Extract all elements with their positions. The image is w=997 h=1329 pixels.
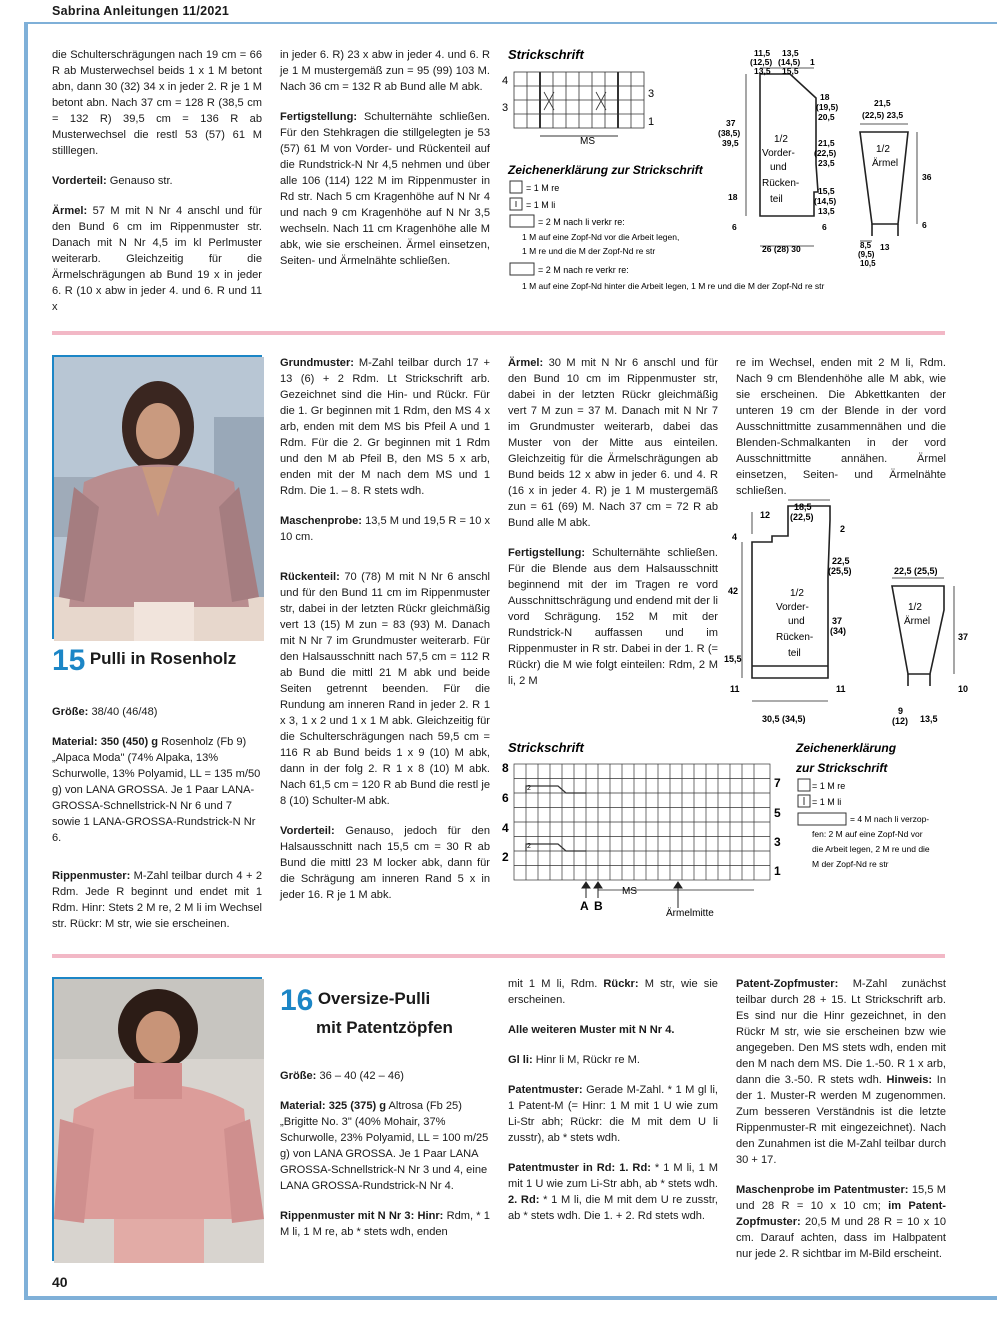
dim-label: 13,5 bbox=[818, 206, 835, 216]
legend-item: fen: 2 M auf eine Zopf-Nd vor bbox=[812, 829, 923, 839]
sleeve-label: 1/2 bbox=[908, 602, 922, 613]
row-label: 3 bbox=[502, 102, 509, 114]
legend-item: die Arbeit legen, 2 M re und die bbox=[812, 844, 930, 854]
legend-symbol bbox=[510, 215, 534, 227]
dim-label: 10,5 bbox=[860, 259, 876, 268]
dim-label: (14,5) bbox=[778, 57, 801, 67]
legend-item: = 4 M nach li verzop- bbox=[850, 814, 930, 824]
legend-symbol bbox=[798, 779, 810, 791]
paragraph: Grundmuster: M-Zahl teilbar durch 17 + 13 (6) + 2 Rdm. Lt Strickschrift arb. Gezeichnet sind die Hin- und Rückr. Für die 1. Gr beginnen mit 1 Rdm, den MS 4 x arb, enden mit dem MS bis Pfeil A und 1 Rdm. Für die 2. Gr beginnen mit 1 Rdm und den M ab Pfeil B, den MS 5 x arb, enden mit der M nach dem MS und 1 Rdm. Die 1. – 8. R stets wdh. bbox=[280, 357, 490, 497]
dim-label: (9,5) bbox=[858, 250, 875, 259]
paragraph: Material: 350 (450) g Rosenholz (Fb 9) „Alpaca Moda" (74% Alpaka, 13% Schurwolle, 13% Polyamid, LL = 135 m/50 g) von LANA GROSSA. Je 1 Paar LANA-GROSSA-Schnellstrick-N Nr 6 und 7 sowie 1 LANA-GROSSA-Rundstrick-N Nr 6. bbox=[52, 736, 261, 844]
top-column-2 bbox=[280, 47, 490, 283]
sleeve-outline bbox=[892, 586, 944, 686]
dim-label: 39,5 bbox=[722, 138, 739, 148]
cable-mark: 2 bbox=[527, 785, 531, 792]
paragraph: die Schulterschrägungen nach 19 cm = 66 R ab Musterwechsel beids 1 x 1 M betont abn, dann 30 (32) 34 x in jeder 2. R je 1 M betont abn. Nach 37 cm = 128 R (38,5 cm = 132 R) 39,5 cm = 136 R ab Musterwechsel die restl 53 (57) 61 M stilllegen. bbox=[52, 49, 262, 157]
paragraph: Patent-Zopfmuster: M-Zahl zunächst teilbar durch 28 + 15. Lt Strickschrift arb. Es sind nur die Hinr gezeichnet, in den Rückr M str, wie sie erscheinen bzw wie angegeben. Den MS stets wdh, enden mit den M nach dem MS. Die 1.-50. R 1 x arb, dann die 3.-50. R stets wdh. Hinweis: In der 1. Muster-R werden M zugenommen. Zum besseren Verständnis ist die letzte Rippenmuster-R mit eingezeichnet). Nach den Zunahmen ist die M-Zahl teilbar durch 30 + 17. bbox=[736, 978, 947, 1166]
dim-label: 6 bbox=[822, 222, 827, 232]
p15-stitch-chart bbox=[500, 736, 790, 922]
dim-label: (34) bbox=[830, 626, 847, 636]
paragraph: Material: 325 (375) g Altrosa (Fb 25) „Brigitte No. 3" (40% Mohair, 37% Schurwolle, 23% Polyamid, LL = 100 m/25 g) von LANA GROSSA. Je 1 Paar LANA GROSSA-Schnellstrick-N Nr 3 und 4, eine LANA GROSSA-Rundstrick-N Nr 4. bbox=[280, 1100, 489, 1192]
chart-arrows bbox=[582, 882, 754, 908]
dim-label: 37 bbox=[832, 616, 843, 626]
arrow-label: A bbox=[580, 899, 589, 913]
paragraph: Ärmel: 30 M mit N Nr 6 anschl und für den Bund 10 cm im Rippenmuster str, dabei in der letzten Rückr gleichmäßig vert 7 M zun = 37 M. Danach mit N Nr 7 im Grundmuster weiterarb, dabei das Muster von der Mitte aus einteilen. Gleichzeitig für die Ärmelschrägungen ab Bund beids 12 x abw in jeder 6. und 4. R (16 x in jeder 4. R) je 1 M mustergemäß zun = 61 (69) M. Nach 37 cm = 72 R ab Bund alle M abk. bbox=[508, 357, 718, 529]
paragraph: Größe: 36 – 40 (42 – 46) bbox=[280, 1070, 404, 1082]
legend-title: zur Strickschrift bbox=[796, 761, 888, 775]
paragraph: Rückenteil: 70 (78) M mit N Nr 6 anschl und für den Bund 11 cm im Rippenmuster str, dabei in der letzten Rückr gleichmäßig vert 13 (15) M zun = 83 (93) M. Danach mit N Nr 7 im Grundmuster weiterarb. Für den Halsausschnitt nach 57,5 cm = 112 R ab Bund die mittl 21 M abk und beide Seiten getrennt beenden. Für die Rundung am inneren Rand in jeder 2. R 1 x 3, 1 x 2 und 1 x 1 M abk. Gleichzeitig für die Schulterschrägungen nach 59,5 cm = 116 R ab Bund beids 1 x 9 (10) M abk, dann in der folg 2. R 1 x 8 (10) M abk. Nach 61,5 cm = 120 R ab Bund die restl je 8 (10) Schulter-M abk. bbox=[280, 571, 490, 807]
dim-label: 36 bbox=[922, 172, 932, 182]
row-label: 6 bbox=[502, 791, 509, 805]
row-label: 4 bbox=[502, 75, 509, 87]
paragraph: Maschenprobe im Patentmuster: 15,5 M und 28 R = 10 x 10 cm; im Patent-Zopfmuster: 20,5 M und 28 R = 10 x 10 cm. Darauf achten, dass im Halbpatent nur jede 2. R sichtbar im M-Bild erscheint. bbox=[736, 1184, 946, 1260]
dim-label: 21,5 bbox=[818, 138, 835, 148]
dim-label: (25,5) bbox=[828, 566, 852, 576]
legend-symbol bbox=[798, 813, 846, 825]
dim-label: (19,5) bbox=[816, 102, 839, 112]
legend-symbol bbox=[510, 263, 534, 275]
dim-label: 37 bbox=[958, 632, 969, 642]
p15-column-1 bbox=[52, 704, 262, 946]
project-title-15 bbox=[52, 644, 236, 678]
dim-label: (22,5) bbox=[814, 148, 837, 158]
sleeve-label: 1/2 bbox=[876, 144, 890, 155]
project-title-16 bbox=[280, 984, 430, 1018]
paragraph: in jeder 6. R) 23 x abw in jeder 4. und 6. R je 1 M mustergemäß zun = 95 (99) 103 M. Nach 36 cm = 132 R ab Bund alle M abk. bbox=[280, 49, 490, 93]
dim-label: 6 bbox=[732, 222, 737, 232]
paragraph: Vorderteil: Genauso, jedoch für den Halsausschnitt nach 15,5 cm = 30 R ab Bund die mittl 23 M locker abk, dann für die Schrägung am inneren Rand 5 x in jeder 16. R je 1 M abk. bbox=[280, 825, 490, 901]
dim-label: (12,5) bbox=[750, 57, 773, 67]
arrow-label: B bbox=[594, 899, 603, 913]
dim-label: (14,5) bbox=[814, 196, 837, 206]
dim-label: 11 bbox=[730, 684, 740, 694]
chart-grid bbox=[514, 72, 644, 128]
body-label: Rücken- bbox=[776, 632, 814, 643]
legend-item: = 1 M li bbox=[526, 200, 556, 210]
p15-schematic bbox=[712, 496, 982, 728]
body-outline bbox=[760, 74, 818, 216]
legend-item: = 1 M re bbox=[812, 781, 846, 791]
page-frame-left bbox=[24, 22, 28, 1300]
dim-label: 15,5 bbox=[782, 66, 799, 76]
dim-label: 9 bbox=[898, 706, 904, 716]
chart-title: Strickschrift bbox=[508, 740, 584, 755]
legend-symbol bbox=[510, 181, 522, 193]
paragraph: Rippenmuster mit N Nr 3: Hinr: Rdm, * 1 M li, 1 M re, ab * stets wdh, enden bbox=[280, 1210, 490, 1238]
dim-label: 42 bbox=[728, 586, 739, 596]
paragraph: Alle weiteren Muster mit N Nr 4. bbox=[508, 1024, 675, 1036]
paragraph: Patentmuster in Rd: 1. Rd: * 1 M li, 1 M mit 1 U wie zum Li-Str abh, ab * stets wdh. 2. Rd: * 1 M li, die M mit dem U re zusstr, ab * stets wdh. Die 1. + 2. Rd stets wdh. bbox=[508, 1162, 718, 1222]
body-label: und bbox=[770, 162, 787, 173]
dim-label: 18,5 bbox=[794, 502, 812, 512]
sleeve-label: Ärmel bbox=[872, 158, 899, 169]
dim-label: 13,5 bbox=[782, 48, 799, 58]
top-schematic bbox=[712, 46, 982, 268]
legend-item: 1 M auf eine Zopf-Nd hinter die Arbeit legen, 1 M re und die M der Zopf-Nd re str bbox=[522, 281, 825, 291]
body-label: teil bbox=[788, 648, 801, 659]
p15-column-3 bbox=[508, 355, 718, 703]
row-label: 3 bbox=[648, 88, 655, 100]
p16-column-3 bbox=[736, 976, 946, 1276]
photo-illustration bbox=[54, 979, 264, 1263]
body-label: 1/2 bbox=[774, 134, 788, 145]
ms-label: MS bbox=[580, 136, 595, 147]
body-label: Vorder- bbox=[776, 602, 809, 613]
legend-item: M der Zopf-Nd re str bbox=[812, 859, 889, 869]
dim-label: (12) bbox=[892, 716, 909, 726]
dim-label: 12 bbox=[760, 510, 771, 520]
top-column-1 bbox=[52, 47, 262, 329]
project-title: Oversize-Pulli bbox=[317, 989, 431, 1008]
legend-item: = 1 M re bbox=[526, 183, 560, 193]
dim-label: 18 bbox=[820, 92, 830, 102]
p15-column-2 bbox=[280, 355, 490, 917]
dim-label: 18 bbox=[728, 192, 738, 202]
dim-label: 30,5 (34,5) bbox=[762, 714, 806, 724]
magazine-header: Sabrina Anleitungen 11/2021 bbox=[52, 4, 230, 18]
dim-label: 13,5 bbox=[920, 714, 938, 724]
dim-label: 20,5 bbox=[818, 112, 835, 122]
p16-column-2 bbox=[508, 976, 718, 1238]
ms-label: MS bbox=[622, 886, 637, 897]
photo-illustration bbox=[54, 357, 264, 641]
dim-label: (38,5) bbox=[718, 128, 741, 138]
p15-column-4 bbox=[736, 355, 946, 513]
dim-label: 22,5 bbox=[832, 556, 850, 566]
cable-mark: 2 bbox=[527, 843, 531, 850]
center-label: Ärmelmitte bbox=[666, 908, 714, 919]
legend-item: = 2 M nach re verkr re: bbox=[538, 265, 629, 275]
legend-item: = 1 M li bbox=[812, 797, 842, 807]
project-title: Pulli in Rosenholz bbox=[89, 649, 237, 668]
row-label: 2 bbox=[502, 850, 509, 864]
dim-label: 6 bbox=[922, 220, 927, 230]
dimension-lines bbox=[742, 500, 954, 701]
row-label: 8 bbox=[502, 761, 509, 775]
row-label: 1 bbox=[648, 116, 655, 128]
dim-label: 23,5 bbox=[818, 158, 835, 168]
sleeve-label: Ärmel bbox=[904, 616, 931, 627]
row-label: 5 bbox=[774, 806, 781, 820]
body-label: Vorder- bbox=[762, 148, 795, 159]
p16-column-1 bbox=[280, 1068, 490, 1254]
dim-label: 2 bbox=[840, 524, 846, 534]
paragraph: Gl li: Hinr li M, Rückr re M. bbox=[508, 1054, 640, 1066]
dim-label: (22,5) 23,5 bbox=[862, 110, 904, 120]
row-label: 7 bbox=[774, 776, 781, 790]
page-frame-bottom bbox=[24, 1296, 997, 1300]
row-label: 4 bbox=[502, 821, 509, 835]
page-frame-top bbox=[24, 22, 997, 24]
dim-label: 11 bbox=[836, 684, 846, 694]
paragraph: Fertigstellung: Schulternähte schließen. Für die Blende aus dem Halsausschnitt beginnend mit der im Tragen re vord Ausschnittschrägung und endend mit der li vord Schrägung. 152 M mit der Rundstrick-N auffassen und im Rippenmuster in R str. Dabei in der 1. R (= Rückr) die M wie folgt einteilen: Rdm, 2 M li, 2 M bbox=[508, 547, 718, 687]
paragraph: Ärmel: 57 M mit N Nr 4 anschl und für den Bund 6 cm im Rippenmuster str. Danach mit N Nr 4,5 im kl Perlmuster weiterarb. Gleichzeitig für die Ärmelschrägungen ab Bund 19 x in jeder 6. R (10 x abw in jeder 4. und 6. R und 11 x bbox=[52, 205, 262, 313]
dim-label: 11,5 bbox=[754, 48, 771, 58]
paragraph: re im Wechsel, enden mit 2 M li, Rdm. Nach 9 cm Blendenhöhe alle M abk, wie sie erscheinen. Die Abkettkanten der unteren 19 cm der Blende in der vord Ausschnittmitte zusammennähen und die Blenden-Schmalkanten in der vord Ausschnittmitte annähen. Ärmel einsetzen, Seiten- und Ärmelnähte schließen. bbox=[736, 357, 946, 497]
page-number: 40 bbox=[52, 1274, 68, 1290]
dim-label: 26 (28) 30 bbox=[762, 244, 801, 254]
body-label: teil bbox=[770, 194, 783, 205]
dim-label: 13,5 bbox=[754, 66, 771, 76]
section-separator bbox=[52, 954, 945, 958]
dim-label: (22,5) bbox=[790, 512, 814, 522]
paragraph: Größe: 38/40 (46/48) bbox=[52, 706, 158, 718]
legend-title: Zeichenerklärung bbox=[796, 741, 897, 755]
paragraph: Fertigstellung: Schulternähte schließen. Für den Stehkragen die stillgelegten je 53 (57) 61 M von Vorder- und Rückenteil auf die Rundstrick-N Nr 4,5 nehmen und über alle 106 (114) 122 M im Rippenmuster in Rd str. Nach 5 cm Kragenhöhe auf N Nr 4 und nach 9 cm Kragenhöhe auf N Nr 3,5 wechseln. Nach 11 cm Kragenhöhe alle M abk, wie sie erscheinen. Ärmel einsetzen, Seiten- und Ärmelnähte schließen. bbox=[280, 111, 490, 267]
paragraph: Patentmuster: Gerade M-Zahl. * 1 M gl li, 1 Patent-M (= Hinr: 1 M mit 1 U wie zum Li-Str abh; Rückr: die M mit dem U li zusstr), ab * stets wdh. bbox=[508, 1084, 718, 1144]
chart-title: Strickschrift bbox=[508, 47, 584, 62]
chart-grid bbox=[514, 764, 770, 880]
dim-label: 22,5 (25,5) bbox=[894, 566, 938, 576]
paragraph: Maschenprobe: 13,5 M und 19,5 R = 10 x 10 cm. bbox=[280, 515, 490, 543]
paragraph: Rippenmuster: M-Zahl teilbar durch 4 + 2 Rdm. Jede R beginnt und endet mit 1 Rdm. Hinr: Stets 2 M re, 2 M li im Wechsel str. Rückr: M str, wie sie erscheinen. bbox=[52, 870, 262, 930]
paragraph: mit 1 M li, Rdm. Rückr: M str, wie sie erscheinen. bbox=[508, 978, 718, 1006]
project-number: 15 bbox=[52, 644, 86, 677]
dim-label: 10 bbox=[958, 684, 969, 694]
legend-title: Zeichenerklärung zur Strickschrift bbox=[508, 163, 703, 177]
model-photo bbox=[52, 977, 262, 1261]
model-photo bbox=[52, 355, 262, 639]
dim-label: 8,5 bbox=[860, 241, 872, 250]
dim-label: 37 bbox=[726, 118, 736, 128]
project-subtitle: mit Patentzöpfen bbox=[316, 1018, 453, 1037]
project-number: 16 bbox=[280, 984, 314, 1017]
section-separator bbox=[52, 331, 945, 335]
legend-item: 1 M auf eine Zopf-Nd vor die Arbeit legen, bbox=[522, 232, 680, 242]
row-label: 3 bbox=[774, 835, 781, 849]
body-label: Rücken- bbox=[762, 178, 800, 189]
row-label: 1 bbox=[774, 864, 781, 878]
dim-label: 4 bbox=[732, 532, 738, 542]
paragraph: Vorderteil: Genauso str. bbox=[52, 175, 173, 187]
legend-item: = 2 M nach li verkr re: bbox=[538, 217, 625, 227]
dim-label: 15,5 bbox=[818, 186, 835, 196]
dim-label: 21,5 bbox=[874, 98, 891, 108]
body-label: und bbox=[788, 616, 805, 627]
dim-label: 1 bbox=[810, 57, 815, 67]
dim-label: 13 bbox=[880, 242, 890, 252]
p15-legend bbox=[794, 738, 964, 878]
legend-item: 1 M re und die M der Zopf-Nd re str bbox=[522, 246, 656, 256]
dim-label: 15,5 bbox=[724, 654, 742, 664]
body-label: 1/2 bbox=[790, 588, 804, 599]
